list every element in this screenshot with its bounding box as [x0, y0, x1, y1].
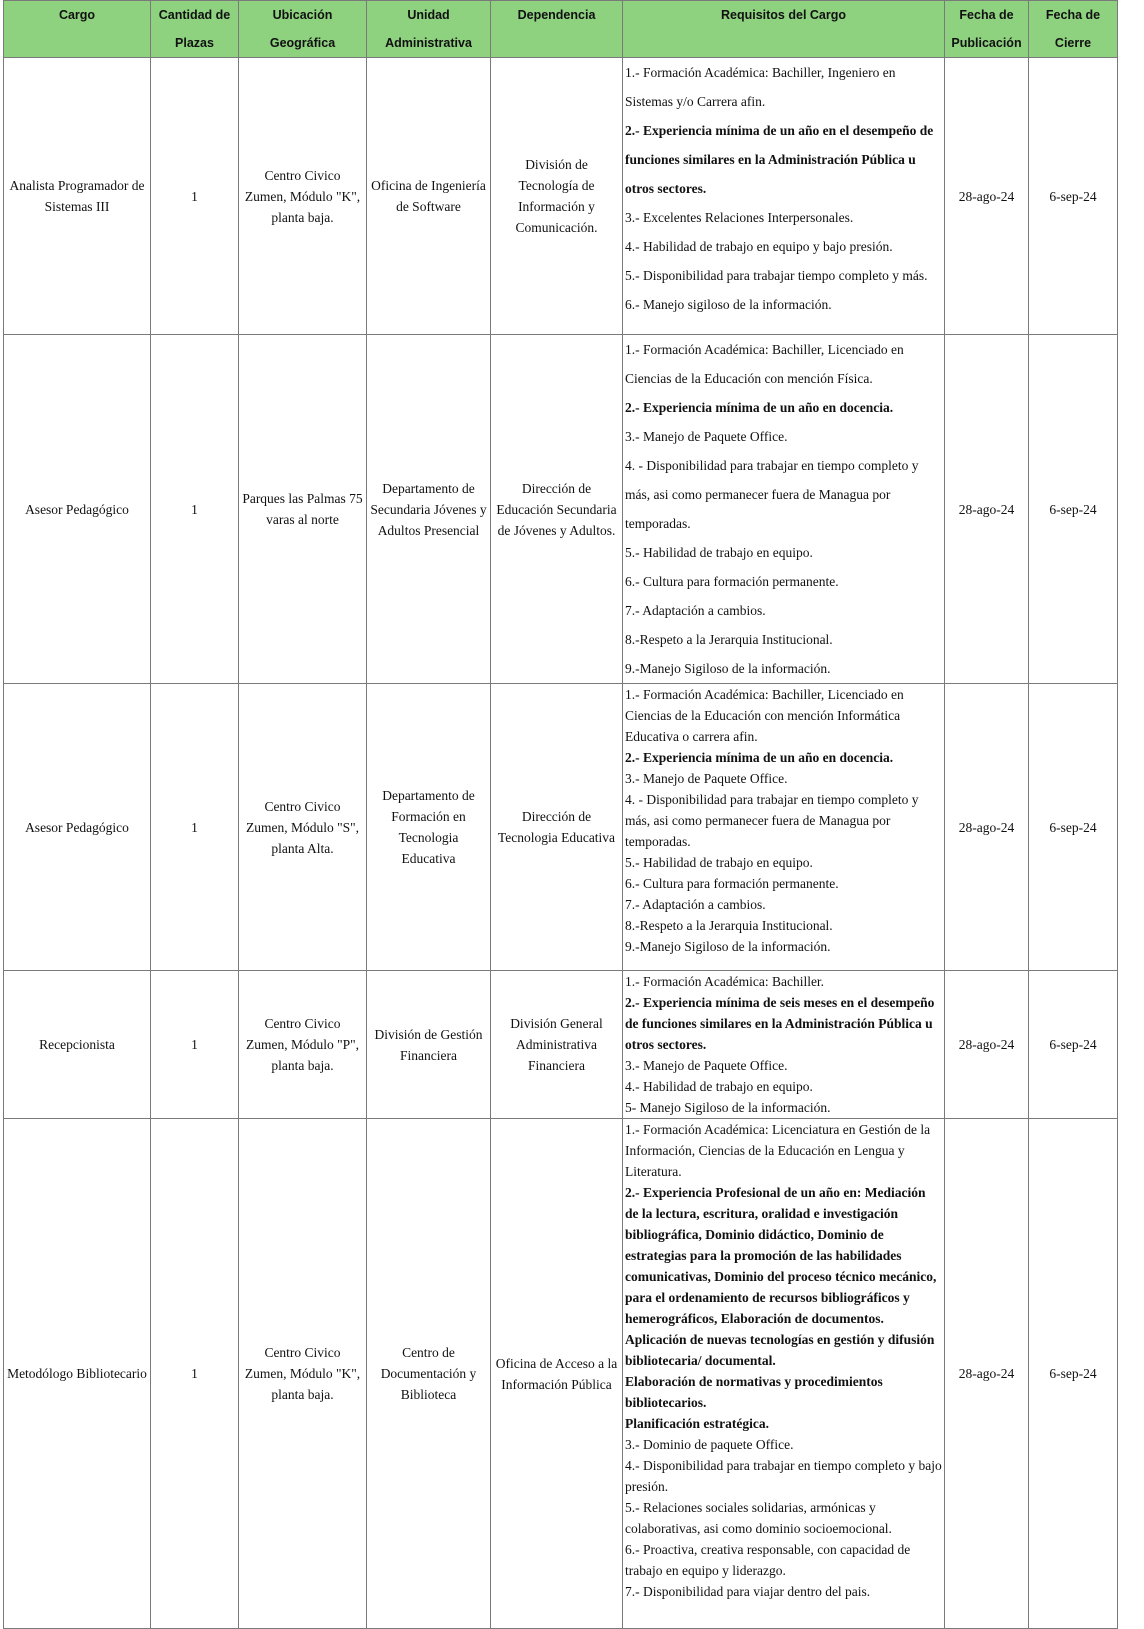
table-row — [4, 1119, 1118, 1629]
cell-requisitos — [623, 335, 945, 684]
cell-fecha-cierre: 6-sep-24 — [1029, 684, 1118, 971]
requirement-item: 3.- Manejo de Paquete Office. — [625, 429, 788, 444]
cell-dependencia: Oficina de Acceso a la Información Pública — [491, 1119, 623, 1629]
cell-cantidad: 1 — [151, 1119, 239, 1629]
requirement-item: 3.- Dominio de paquete Office. — [625, 1437, 794, 1452]
requirement-item: 4. - Disponibilidad para trabajar en tiempo completo y más, asi como permanecer fuera de Managua por temporadas. — [625, 792, 919, 849]
requirement-item: 2.- Experiencia mínima de un año en el desempeño de funciones similares en la Administración Pública u otros sectores. — [625, 123, 934, 196]
cell-cantidad: 1 — [151, 335, 239, 684]
cell-cantidad: 1 — [151, 58, 239, 335]
job-postings-table — [3, 0, 1118, 1629]
requirement-item: 1.- Formación Académica: Licenciatura en Gestión de la Información, Ciencias de la Educación en Lengua y Literatura. — [625, 1122, 931, 1179]
requirement-item: 8.-Respeto a la Jerarquia Institucional. — [625, 918, 833, 933]
header-fecha-publicacion: Fecha de Publicación — [945, 1, 1029, 58]
header-dependencia: Dependencia — [491, 1, 623, 58]
requirement-item: 5.- Habilidad de trabajo en equipo. — [625, 545, 813, 560]
requirement-item: 1.- Formación Académica: Bachiller, Licenciado en Ciencias de la Educación con mención Informática Educativa o carrera afin. — [625, 687, 904, 744]
requirement-item: Elaboración de normativas y procedimientos bibliotecarios. — [625, 1374, 883, 1410]
requirement-item: 6.- Cultura para formación permanente. — [625, 574, 839, 589]
requirement-item: 7.- Adaptación a cambios. — [625, 603, 766, 618]
header-unidad: Unidad Administrativa — [367, 1, 491, 58]
cell-unidad: Departamento de Formación en Tecnologia Educativa — [367, 684, 491, 971]
requirement-item: 5.- Habilidad de trabajo en equipo. — [625, 855, 813, 870]
cell-cargo: Analista Programador de Sistemas III — [4, 58, 151, 335]
requirement-item: 4. - Disponibilidad para trabajar en tiempo completo y más, asi como permanecer fuera de Managua por temporadas. — [625, 458, 919, 531]
cell-ubicacion: Centro Civico Zumen, Módulo "K", planta baja. — [239, 1119, 367, 1629]
cell-fecha-cierre: 6-sep-24 — [1029, 58, 1118, 335]
cell-cargo: Metodólogo Bibliotecario — [4, 1119, 151, 1629]
cell-ubicacion: Parques las Palmas 75 varas al norte — [239, 335, 367, 684]
cell-cargo: Asesor Pedagógico — [4, 335, 151, 684]
header-cantidad: Cantidad de Plazas — [151, 1, 239, 58]
requirement-item: 1.- Formación Académica: Bachiller, Ingeniero en Sistemas y/o Carrera afin. — [625, 65, 896, 109]
cell-unidad: División de Gestión Financiera — [367, 971, 491, 1119]
requirement-item: 3.- Manejo de Paquete Office. — [625, 1058, 788, 1073]
requirement-item: 2.- Experiencia mínima de un año en docencia. — [625, 750, 894, 765]
requirement-item: 1.- Formación Académica: Bachiller. — [625, 974, 825, 989]
cell-fecha-publicacion: 28-ago-24 — [945, 971, 1029, 1119]
requirement-item: 6.- Manejo sigiloso de la información. — [625, 297, 832, 312]
requirement-item: 4.- Habilidad de trabajo en equipo. — [625, 1079, 813, 1094]
cell-requisitos — [623, 58, 945, 335]
cell-dependencia: Dirección de Tecnologia Educativa — [491, 684, 623, 971]
cell-requisitos — [623, 684, 945, 971]
cell-fecha-publicacion: 28-ago-24 — [945, 335, 1029, 684]
cell-cantidad: 1 — [151, 684, 239, 971]
cell-fecha-cierre: 6-sep-24 — [1029, 335, 1118, 684]
cell-dependencia: Dirección de Educación Secundaria de Jóvenes y Adultos. — [491, 335, 623, 684]
table-row — [4, 971, 1118, 1119]
requirement-item: 5.- Disponibilidad para trabajar tiempo completo y más. — [625, 268, 928, 283]
table-row — [4, 335, 1118, 684]
requirement-item: 4.- Disponibilidad para trabajar en tiempo completo y bajo presión. — [625, 1458, 942, 1494]
header-requisitos: Requisitos del Cargo — [623, 1, 945, 58]
header-ubicacion: Ubicación Geográfica — [239, 1, 367, 58]
requirement-item: 5.- Relaciones sociales solidarias, armónicas y colaborativas, asi como dominio socioemocional. — [625, 1500, 892, 1536]
requirement-item: 9.-Manejo Sigiloso de la información. — [625, 939, 831, 954]
requirement-item: 1.- Formación Académica: Bachiller, Licenciado en Ciencias de la Educación con mención Física. — [625, 342, 904, 386]
cell-fecha-cierre: 6-sep-24 — [1029, 1119, 1118, 1629]
requirement-item: 8.-Respeto a la Jerarquia Institucional. — [625, 632, 833, 647]
requirement-item: Aplicación de nuevas tecnologías en gestión y difusión bibliotecaria/ documental. — [625, 1332, 935, 1368]
cell-unidad: Centro de Documentación y Biblioteca — [367, 1119, 491, 1629]
requirement-item: 2.- Experiencia mínima de un año en docencia. — [625, 400, 894, 415]
cell-unidad: Departamento de Secundaria Jóvenes y Adultos Presencial — [367, 335, 491, 684]
requirement-item: 7.- Disponibilidad para viajar dentro del pais. — [625, 1584, 871, 1599]
requirement-item: 3.- Manejo de Paquete Office. — [625, 771, 788, 786]
requirement-item: 9.-Manejo Sigiloso de la información. — [625, 661, 831, 676]
cell-fecha-cierre: 6-sep-24 — [1029, 971, 1118, 1119]
cell-requisitos — [623, 971, 945, 1119]
cell-cantidad: 1 — [151, 971, 239, 1119]
requirement-item: 3.- Excelentes Relaciones Interpersonales. — [625, 210, 854, 225]
cell-ubicacion: Centro Civico Zumen, Módulo "K", planta baja. — [239, 58, 367, 335]
header-fecha-cierre: Fecha de Cierre — [1029, 1, 1118, 58]
cell-ubicacion: Centro Civico Zumen, Módulo "S", planta Alta. — [239, 684, 367, 971]
requirement-item: 6.- Proactiva, creativa responsable, con capacidad de trabajo en equipo y liderazgo. — [625, 1542, 911, 1578]
cell-fecha-publicacion: 28-ago-24 — [945, 684, 1029, 971]
requirement-item: Planificación estratégica. — [625, 1416, 769, 1431]
requirement-item: 5- Manejo Sigiloso de la información. — [625, 1100, 831, 1115]
requirement-item: 4.- Habilidad de trabajo en equipo y bajo presión. — [625, 239, 893, 254]
table-row — [4, 684, 1118, 971]
requirement-item: 2.- Experiencia Profesional de un año en: Mediación de la lectura, escritura, oralidad e investigación bibliográfica, Dominio didáctico, Dominio de estrategias para la promoción de las habilidades comunicativas, Dominio del proceso técnico mecánico, para el ordenamiento de recursos bibliográficos y hemerográficos, Elaboración de documentos. — [625, 1185, 937, 1326]
table-row — [4, 58, 1118, 335]
requirement-item: 6.- Cultura para formación permanente. — [625, 876, 839, 891]
header-cargo: Cargo — [4, 1, 151, 58]
cell-cargo: Asesor Pedagógico — [4, 684, 151, 971]
cell-ubicacion: Centro Civico Zumen, Módulo "P", planta baja. — [239, 971, 367, 1119]
cell-fecha-publicacion: 28-ago-24 — [945, 1119, 1029, 1629]
cell-unidad: Oficina de Ingeniería de Software — [367, 58, 491, 335]
cell-requisitos — [623, 1119, 945, 1629]
cell-fecha-publicacion: 28-ago-24 — [945, 58, 1029, 335]
cell-cargo: Recepcionista — [4, 971, 151, 1119]
requirement-item: 2.- Experiencia mínima de seis meses en el desempeño de funciones similares en la Administración Pública u otros sectores. — [625, 995, 935, 1052]
requirement-item: 7.- Adaptación a cambios. — [625, 897, 766, 912]
cell-dependencia: División de Tecnología de Información y Comunicación. — [491, 58, 623, 335]
header-row — [4, 1, 1118, 58]
cell-dependencia: División General Administrativa Financiera — [491, 971, 623, 1119]
